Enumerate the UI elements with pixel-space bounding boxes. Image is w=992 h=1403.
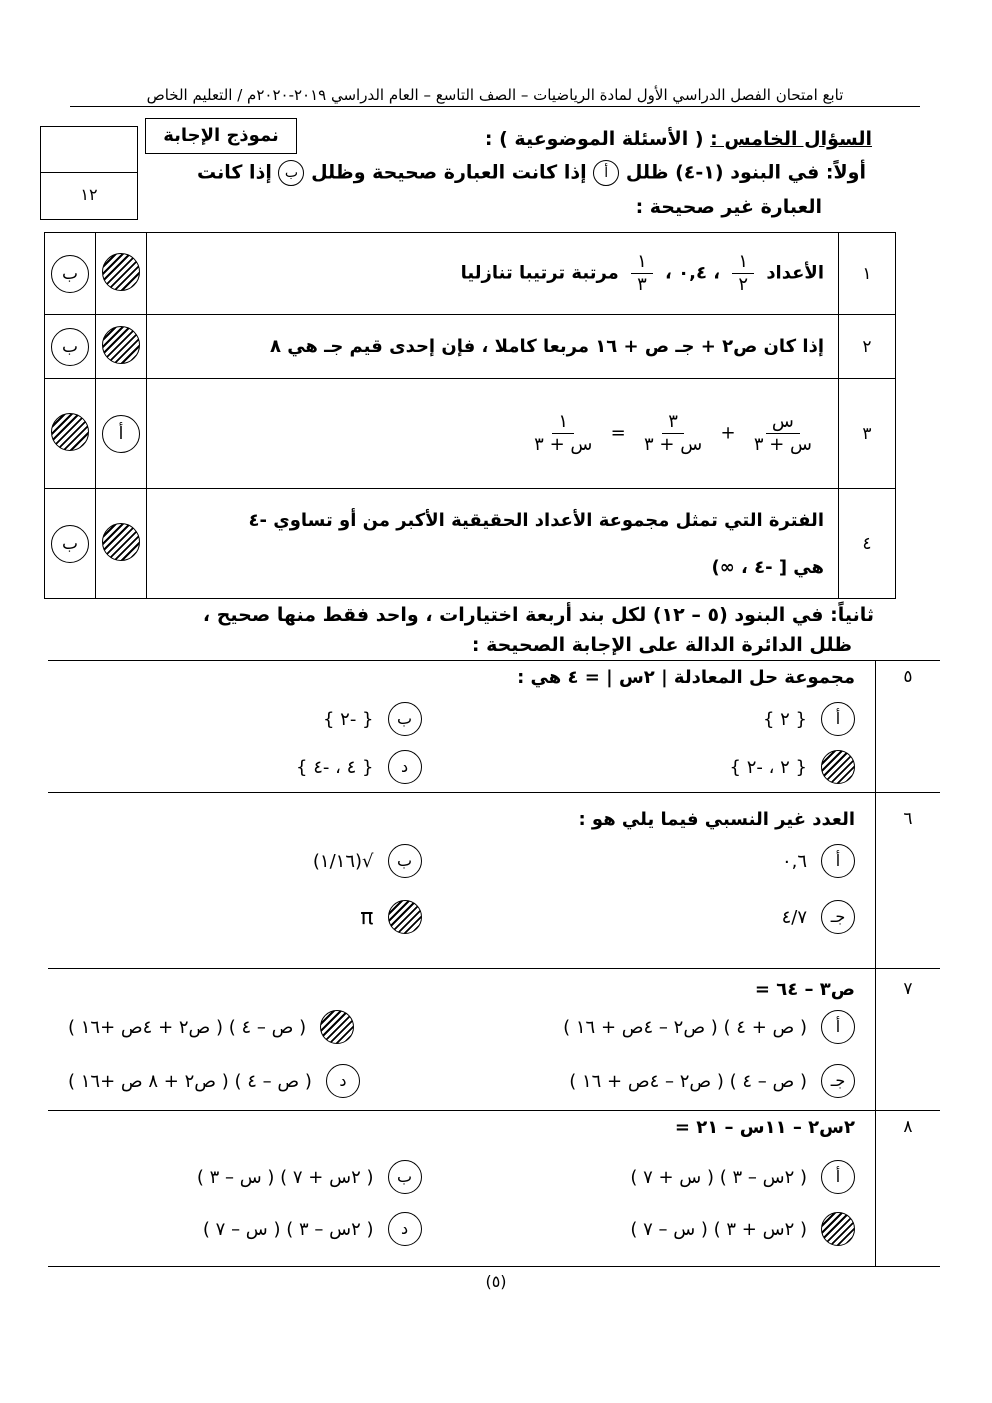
option-d[interactable] [68, 1212, 422, 1246]
tf-number: ١ [839, 233, 896, 315]
true-false-table [44, 232, 896, 599]
option-bubble-shaded[interactable] [388, 900, 422, 934]
mcq-body [48, 969, 876, 1111]
score-box [40, 126, 138, 220]
option-bubble-shaded[interactable] [821, 750, 855, 784]
mcq-number: ٨ [876, 1111, 941, 1267]
option-text: { -٢ } [322, 708, 374, 730]
option-text: ( ص – ٤ ) ( ص٢ + ٤ص +١٦ ) [68, 1016, 307, 1038]
option-text: ٠,٦ [781, 850, 807, 872]
numerator: س [766, 411, 800, 434]
fraction [732, 251, 754, 296]
option-b[interactable] [68, 702, 422, 736]
option-bubble[interactable]: جـ [821, 1064, 855, 1098]
tf-text: ، ٠,٤ ، [665, 262, 721, 284]
mcq-number: ٧ [876, 969, 941, 1111]
tf-option-b-cell[interactable] [45, 233, 96, 315]
numerator: ١ [732, 251, 754, 274]
mcq-body [48, 1111, 876, 1267]
option-c[interactable] [569, 1064, 855, 1098]
denominator: س + ٣ [534, 434, 593, 455]
mcq-options-row [68, 1064, 855, 1098]
page-header: تابع امتحان الفصل الدراسي الأول لمادة الرياضيات – الصف التاسع – العام الدراسي ٢٠١٩-٢٠٢٠م / التعليم الخاص [146, 86, 844, 104]
score-divider [41, 172, 137, 173]
option-a[interactable] [462, 1160, 856, 1194]
option-bubble[interactable]: ب [388, 844, 422, 878]
option-text: ( ٢س – ٣ ) ( س + ٧ ) [630, 1166, 807, 1188]
option-b[interactable] [68, 844, 422, 878]
tf-option-a-cell[interactable] [96, 233, 147, 315]
mcq-options [68, 844, 855, 934]
option-text: ( ٢س + ٧ ) ( س – ٣ ) [196, 1166, 374, 1188]
option-bubble[interactable]: أ [821, 844, 855, 878]
numerator: ١ [631, 251, 653, 274]
answer-model-label: نموذج الإجابة [145, 118, 297, 154]
mcq-row-5 [48, 661, 940, 793]
mcq-row-6 [48, 793, 940, 969]
question-title-label: السؤال الخامس : [710, 128, 872, 150]
option-text: ( ص – ٤ ) ( ص٢ – ٤ص + ١٦ ) [569, 1070, 807, 1092]
score-value: ١٢ [80, 185, 98, 204]
plus-sign: + [720, 422, 736, 444]
answer-bubble-b[interactable]: ب [51, 328, 89, 366]
option-text: { ٢ ، -٢ } [729, 756, 807, 778]
mcq-options [68, 1160, 855, 1246]
mcq-row-7 [48, 969, 940, 1111]
page-number: (٥) [485, 1272, 507, 1291]
header-divider [70, 106, 920, 107]
option-bubble[interactable]: أ [821, 1160, 855, 1194]
option-text: ٤/٧ [781, 906, 807, 928]
denominator: س + ٣ [644, 434, 703, 455]
legend-circle-b: ب [278, 160, 304, 186]
option-bubble-shaded[interactable] [821, 1212, 855, 1246]
tf-row-4 [45, 489, 896, 599]
option-c[interactable] [462, 1212, 856, 1246]
option-bubble[interactable]: د [388, 750, 422, 784]
mcq-question: العدد غير النسبي فيما يلي هو : [578, 809, 855, 830]
tf-number: ٤ [839, 489, 896, 599]
tf-statement [147, 489, 839, 599]
tf-row-3 [45, 379, 896, 489]
part1-suffix: إذا كانت [197, 161, 272, 184]
denominator: ٢ [738, 274, 749, 295]
tf-option-a-cell[interactable] [96, 489, 147, 599]
legend-circle-a: أ [593, 160, 619, 186]
denominator: س + ٣ [753, 434, 812, 455]
numerator: ١ [552, 411, 574, 434]
tf-option-b-cell[interactable] [45, 489, 96, 599]
option-b[interactable] [68, 1160, 422, 1194]
option-a[interactable] [563, 1010, 855, 1044]
mcq-options [68, 702, 855, 784]
option-bubble[interactable]: ب [388, 702, 422, 736]
mcq-table [48, 660, 940, 1267]
answer-bubble-b[interactable]: ب [51, 525, 89, 563]
part1-instruction [197, 160, 866, 186]
answer-bubble-b[interactable]: ب [51, 255, 89, 293]
option-d[interactable] [68, 900, 422, 934]
tf-statement [147, 233, 839, 315]
mcq-question: مجموعة حل المعادلة | ٢س | = ٤ هي : [517, 667, 855, 688]
option-text: ( ٢س + ٣ ) ( س – ٧ ) [630, 1218, 807, 1240]
tf-number: ٣ [839, 379, 896, 489]
part1-prefix: أولاً: في البنود (١-٤) ظلل [625, 161, 866, 184]
option-text: ( ص + ٤ ) ( ص٢ – ٤ص + ١٦ ) [563, 1016, 807, 1038]
part1-mid: إذا كانت العبارة صحيحة وظلل [311, 161, 587, 184]
tf-line: الفترة التي تمثل مجموعة الأعداد الحقيقية الأكبر من أو تساوي -٤ [248, 509, 824, 531]
option-d[interactable] [68, 1064, 360, 1098]
option-a[interactable] [462, 702, 856, 736]
tf-statement: إذا كان ص٢ + جـ ص + ١٦ مربعا كاملا ، فإن إحدى قيم جـ هي ٨ [147, 315, 839, 379]
denominator: ٣ [637, 274, 647, 295]
option-bubble[interactable]: أ [821, 1010, 855, 1044]
mcq-row-8 [48, 1111, 940, 1267]
option-bubble[interactable]: د [388, 1212, 422, 1246]
fraction [528, 411, 598, 456]
option-bubble[interactable]: ب [388, 1160, 422, 1194]
mcq-question: ٢س٢ – ١١س – ٢١ = [674, 1117, 855, 1138]
option-text: π [360, 904, 374, 930]
equals-sign: = [610, 422, 626, 444]
tf-option-b-cell[interactable] [45, 379, 96, 489]
answer-bubble-b-shaded[interactable] [51, 413, 89, 451]
fraction [631, 251, 653, 296]
mcq-options-row [68, 1010, 855, 1044]
tf-row-1 [45, 233, 896, 315]
tf-option-a-cell[interactable] [96, 315, 147, 379]
tf-option-a-cell[interactable] [96, 379, 147, 489]
tf-statement [147, 379, 839, 489]
answer-bubble-a-shaded[interactable] [102, 253, 140, 291]
answer-bubble-a[interactable]: أ [102, 415, 140, 453]
tf-line: هي [ -٤ ، ∞) [711, 556, 824, 578]
mcq-body [48, 661, 876, 793]
option-c[interactable] [462, 750, 856, 784]
tf-option-b-cell[interactable] [45, 315, 96, 379]
option-text: ( ص – ٤ ) ( ص٢ + ٨ ص +١٦ ) [68, 1070, 312, 1092]
mcq-question: ص٣ – ٦٤ = [754, 979, 855, 1000]
option-a[interactable] [462, 844, 856, 878]
option-b[interactable] [68, 1010, 354, 1044]
fraction [748, 411, 818, 456]
option-text: { ٤ ، -٤ } [296, 756, 374, 778]
option-bubble[interactable]: جـ [821, 900, 855, 934]
option-d[interactable] [68, 750, 422, 784]
answer-bubble-a-shaded[interactable] [102, 523, 140, 561]
tf-text: مرتبة ترتيبا تنازليا [460, 262, 619, 284]
part2-line2: ظلل الدائرة الدالة على الإجابة الصحيحة : [471, 634, 852, 656]
mcq-number: ٦ [876, 793, 941, 969]
numerator: ٣ [662, 411, 684, 434]
mcq-body [48, 793, 876, 969]
option-bubble-shaded[interactable] [320, 1010, 354, 1044]
option-bubble[interactable]: د [326, 1064, 360, 1098]
answer-bubble-a-shaded[interactable] [102, 326, 140, 364]
mcq-number: ٥ [876, 661, 941, 793]
fraction [638, 411, 708, 456]
tf-number: ٢ [839, 315, 896, 379]
option-bubble[interactable]: أ [821, 702, 855, 736]
option-text: √(١/١٦) [312, 850, 374, 872]
tf-text: الأعداد [766, 262, 824, 284]
question-title [485, 128, 872, 150]
option-text: { ٢ } [762, 708, 807, 730]
tf-row-2 [45, 315, 896, 379]
question-title-rest: ( الأسئلة الموضوعية ) : [484, 128, 704, 150]
option-c[interactable] [462, 900, 856, 934]
part2-line1: ثانياً: في البنود (٥ – ١٢) لكل بند أربعة اختيارات ، واحد فقط منها صحيح ، [202, 604, 874, 626]
option-text: ( ٢س – ٣ ) ( س – ٧ ) [202, 1218, 374, 1240]
part1-line2: العبارة غير صحيحة : [635, 196, 822, 218]
